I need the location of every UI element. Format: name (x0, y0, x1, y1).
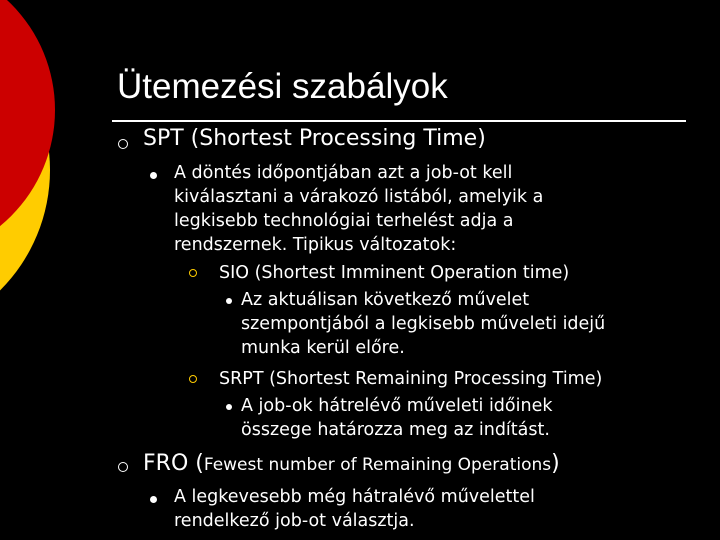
fro-description-line-2: rendelkező job-ot választja. (174, 511, 415, 531)
sio-detail-line-2: szempontjából a legkisebb műveleti idejű (241, 314, 606, 334)
variant-srpt: SRPT (Shortest Remaining Processing Time) (219, 369, 603, 389)
dot-bullet (226, 298, 232, 304)
spt-description-line-1: A döntés időpontjában azt a job-ot kell (174, 163, 513, 183)
bullet-fro (143, 451, 560, 476)
bullet-spt: SPT (Shortest Processing Time) (143, 126, 486, 151)
variant-sio: SIO (Shortest Imminent Operation time) (219, 263, 570, 283)
fro-label: FRO ( (143, 451, 204, 476)
fro-expansion: Fewest number of Remaining Operations (203, 455, 552, 475)
hollow-circle-bullet (118, 462, 128, 472)
hollow-circle-bullet (189, 375, 197, 383)
hollow-circle-bullet (189, 269, 197, 277)
fro-description-line-1: A legkevesebb még hátralévő művelettel (174, 487, 535, 507)
dot-bullet (226, 404, 232, 410)
sio-detail-line-3: munka kerül előre. (241, 338, 405, 358)
slide-title: Ütemezési szabályok (117, 67, 448, 106)
title-underline (112, 120, 686, 122)
srpt-detail-line-1: A job-ok hátrelévő műveleti időinek (241, 396, 553, 416)
spt-description-line-3: legkisebb technológiai terhelést adja a (174, 211, 514, 231)
sio-detail-line-1: Az aktuálisan következő művelet (241, 290, 530, 310)
spt-description-line-4: rendszernek. Tipikus változatok: (174, 235, 457, 255)
dot-bullet (150, 172, 157, 179)
srpt-detail-line-2: összege határozza meg az indítást. (241, 420, 550, 440)
dot-bullet (150, 496, 157, 503)
hollow-circle-bullet (118, 139, 128, 149)
spt-description-line-2: kiválasztani a várakozó listából, amelyik a (174, 187, 544, 207)
fro-close-paren: ) (551, 451, 560, 476)
